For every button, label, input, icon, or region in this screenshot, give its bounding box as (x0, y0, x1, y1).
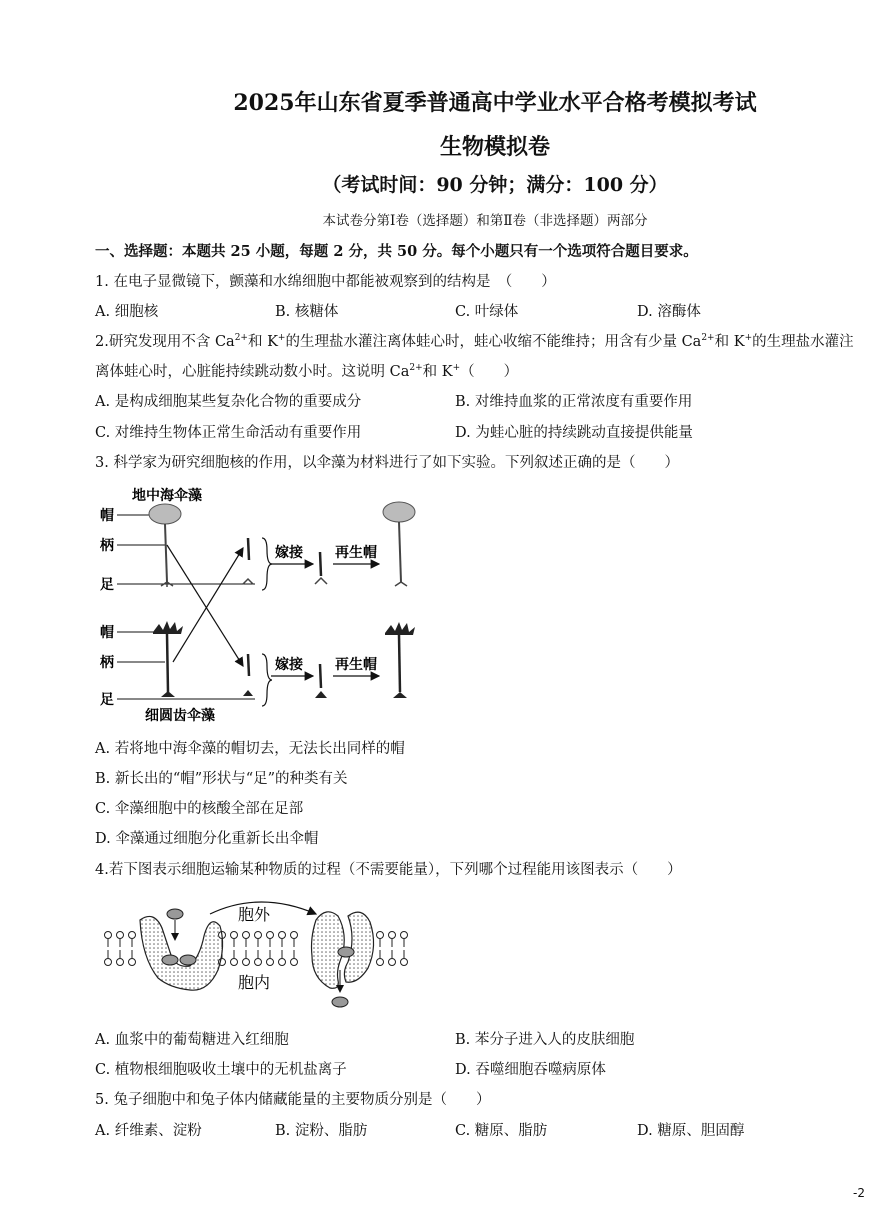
label-mediterranea: 地中海伞藻 (132, 488, 202, 504)
label-stalk-top: 柄 (100, 538, 114, 554)
label-crenulata: 细圆齿伞藻 (145, 708, 215, 724)
carrier-protein-open-outside (140, 916, 223, 990)
q2-option-d: D. 为蛙心脏的持续跳动直接提供能量 (455, 425, 693, 441)
graft-label-top: 嫁接 (275, 545, 303, 561)
q4-option-c: C. 植物根细胞吸收土壤中的无机盐离子 (95, 1062, 347, 1078)
label-foot-bottom: 足 (100, 692, 114, 708)
exam-note: 本试卷分第Ⅰ卷（选择题）和第Ⅱ卷（非选择题）两部分 (322, 213, 648, 229)
q5-option-d: D. 糖原、胆固醇 (637, 1123, 745, 1139)
label-cap-top: 帽 (100, 508, 114, 524)
q5-option-b: B. 淀粉、脂肪 (275, 1123, 368, 1139)
regrown-mediterranea (383, 502, 415, 586)
q2-stem-line2: 离体蛙心时，心脏能持续跳动数小时。这说明 $Ca^{2+}$和 K+（ ） (95, 363, 519, 380)
outside-label: 胞外 (238, 905, 271, 924)
q5-stem: 5. 兔子细胞中和兔子体内储藏能量的主要物质分别是（ ） (95, 1092, 491, 1108)
exam-title: 2025年山东省夏季普通高中学业水平合格考模拟考试 (233, 90, 757, 116)
inside-label: 胞内 (238, 973, 271, 992)
solute-molecule-bound (162, 955, 178, 965)
solute-molecule-released (332, 997, 348, 1007)
q4-option-b: B. 苯分子进入人的皮肤细胞 (455, 1032, 635, 1048)
exam-time-info: （考试时间：90 分钟；满分：100 分） (322, 174, 668, 196)
q5-option-a: A. 纤维素、淀粉 (95, 1123, 202, 1139)
graft-label-bottom: 嫁接 (275, 657, 303, 673)
q1-option-b: B. 核糖体 (275, 304, 339, 320)
exam-subtitle: 生物模拟卷 (439, 134, 550, 160)
q3-stem: 3. 科学家为研究细胞核的作用，以伞藻为材料进行了如下实验。下列叙述正确的是（ ） (95, 455, 679, 471)
label-stalk-bottom: 柄 (100, 655, 114, 671)
q3-option-b: B. 新长出的“帽”形状与“足”的种类有关 (95, 771, 348, 787)
regrown-crenulata (385, 622, 415, 698)
q4-option-a: A. 血浆中的葡萄糖进入红细胞 (95, 1032, 289, 1048)
q2-option-a: A. 是构成细胞某些复杂化合物的重要成分 (95, 394, 362, 410)
solute-molecule-outside (167, 909, 183, 919)
crenulata-plant (153, 621, 183, 697)
q4-option-d: D. 吞噬细胞吞噬病原体 (455, 1062, 606, 1078)
acetabularia-figure (95, 478, 435, 728)
q4-stem: 4.若下图表示细胞运输某种物质的过程（不需要能量），下列哪个过程能用该图表示（ ） (95, 862, 682, 878)
q3-option-d: D. 伞藻通过细胞分化重新长出伞帽 (95, 831, 319, 847)
q2-option-b: B. 对维持血浆的正常浓度有重要作用 (455, 394, 693, 410)
label-foot-top: 足 (100, 577, 114, 593)
section-heading: 一、选择题：本题共 25 小题，每题 2 分，共 50 分。每个小题只有一个选项符合题目要求。 (95, 243, 698, 260)
q1-option-c: C. 叶绿体 (455, 304, 519, 320)
q1-option-a: A. 细胞核 (95, 304, 159, 320)
q1-stem: 1. 在电子显微镜下，颤藻和水绵细胞中都能被观察到的结构是 （ ） (95, 274, 556, 290)
regrow-label-top: 再生帽 (335, 545, 377, 561)
label-cap-bottom: 帽 (100, 625, 114, 641)
regrow-label-bottom: 再生帽 (335, 657, 377, 673)
q1-option-d: D. 溶酶体 (637, 304, 701, 320)
q3-option-c: C. 伞藻细胞中的核酸全部在足部 (95, 801, 304, 817)
q3-option-a: A. 若将地中海伞藻的帽切去，无法长出同样的帽 (95, 741, 405, 757)
q5-option-c: C. 糖原、脂肪 (455, 1123, 548, 1139)
q2-stem-line1: 2.研究发现用不含 $Ca^{2+}$和 K+的生理盐水灌注离体蛙心时，蛙心收缩不能维持；用含有少量 $Ca^{2+}$和 K+的生理盐水灌注 (95, 333, 854, 350)
q2-option-c: C. 对维持生物体正常生命活动有重要作用 (95, 425, 362, 441)
membrane-transport-figure (100, 890, 420, 1015)
page-mark: -2 (853, 1186, 865, 1200)
